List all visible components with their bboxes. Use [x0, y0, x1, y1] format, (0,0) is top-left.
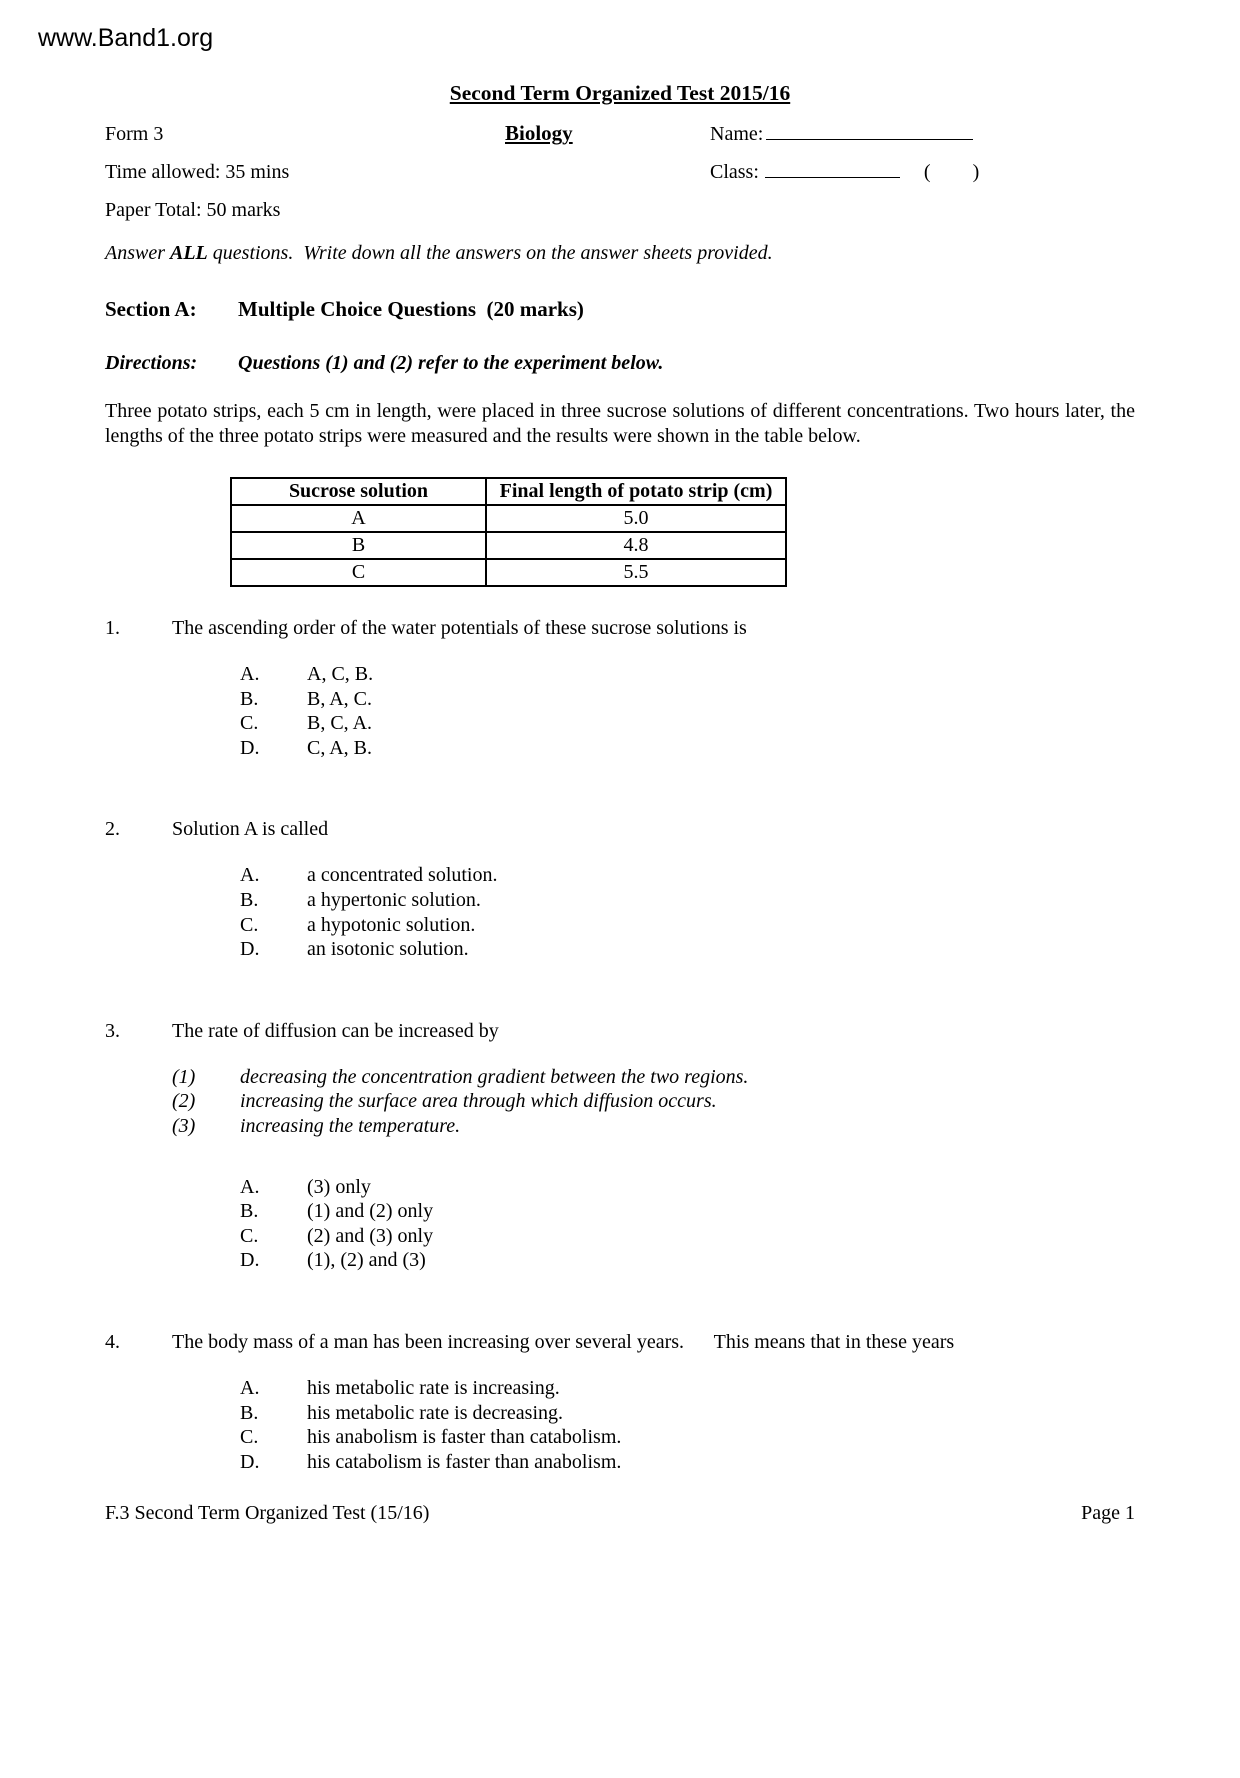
option-row: [240, 1175, 1135, 1200]
statement-text: decreasing the concentration gradient between the two regions.: [240, 1065, 749, 1088]
option-text: his metabolic rate is increasing.: [307, 1376, 560, 1399]
form-label: Form 3: [105, 123, 164, 145]
option-row: [240, 913, 1135, 938]
option-text: A, C, B.: [307, 663, 374, 685]
class-blank-line: [765, 162, 900, 178]
table-cell-solution: B: [231, 532, 486, 559]
option-row: [240, 863, 1135, 888]
question-2-options: [240, 863, 1135, 961]
statement-marker: (2): [172, 1090, 196, 1113]
subject-label: Biology: [505, 121, 573, 145]
table-row: [231, 559, 786, 586]
option-letter: C.: [240, 712, 259, 735]
option-letter: C.: [240, 913, 259, 936]
question-text: The rate of diffusion can be increased by: [172, 1019, 499, 1042]
directions-text: Questions (1) and (2) refer to the experiment below.: [238, 352, 664, 374]
option-text: (1) and (2) only: [307, 1200, 434, 1223]
meta-row-1: [105, 121, 1135, 146]
question-1-options: [240, 662, 1135, 760]
option-letter: D.: [240, 1450, 260, 1473]
section-a-title: Multiple Choice Questions (20 marks): [238, 297, 584, 321]
exam-meta: [105, 121, 1135, 222]
question-4-options: [240, 1376, 1135, 1474]
option-row: [240, 1401, 1135, 1426]
option-letter: C.: [240, 1426, 259, 1449]
option-row: [240, 888, 1135, 913]
option-text: C, A, B.: [307, 736, 373, 759]
question-1: [105, 617, 1135, 760]
exam-title: [105, 81, 1135, 106]
question-text: The ascending order of the water potentials of these sucrose solutions is: [172, 617, 747, 639]
table-cell-solution: C: [231, 559, 486, 586]
class-paren-open: (: [923, 161, 931, 183]
option-row: [240, 1224, 1135, 1249]
footer-page-number: Page 1: [1081, 1502, 1135, 1524]
instructions-prefix: Answer: [105, 242, 170, 264]
class-label: Class:: [710, 161, 759, 183]
option-text: (3) only: [307, 1175, 371, 1198]
statement-row: [172, 1114, 1135, 1139]
table-cell-solution: A: [231, 505, 486, 532]
statement-marker: (1): [172, 1065, 196, 1088]
section-a-label: Section A:: [105, 297, 197, 321]
option-letter: D.: [240, 938, 260, 961]
directions-label: Directions:: [105, 352, 198, 374]
option-text: his metabolic rate is decreasing.: [307, 1401, 564, 1424]
option-row: [240, 1248, 1135, 1273]
statement-text: increasing the temperature.: [240, 1114, 461, 1137]
option-letter: B.: [240, 888, 259, 911]
site-watermark: www.Band1.org: [38, 24, 214, 52]
instructions-suffix: questions. Write down all the answers on the answer sheets provided.: [207, 242, 773, 264]
option-letter: D.: [240, 736, 260, 759]
statement-text: increasing the surface area through which diffusion occurs.: [240, 1090, 717, 1113]
question-number: 4.: [105, 1330, 120, 1353]
option-row: [240, 736, 1135, 761]
statement-marker: (3): [172, 1114, 196, 1137]
class-cell: [710, 161, 1135, 184]
question-text: The body mass of a man has been increasing over several years. This means that in these years: [172, 1330, 955, 1353]
option-text: his catabolism is faster than anabolism.: [307, 1450, 622, 1473]
option-text: an isotonic solution.: [307, 938, 469, 961]
option-text: a concentrated solution.: [307, 864, 498, 887]
experiment-intro-paragraph: Three potato strips, each 5 cm in length, were placed in three sucrose solutions of different concentrations. Two hours later, the lengths of the three potato strips were measured and the results were shown in the table below.: [105, 400, 1135, 447]
name-blank-line: [766, 124, 973, 140]
option-row: [240, 1450, 1135, 1475]
option-text: a hypotonic solution.: [307, 913, 476, 936]
option-text: (2) and (3) only: [307, 1224, 434, 1247]
option-letter: A.: [240, 1175, 260, 1198]
option-row: [240, 937, 1135, 962]
option-letter: B.: [240, 687, 259, 710]
question-number: 2.: [105, 818, 120, 841]
option-letter: D.: [240, 1249, 260, 1272]
question-text: Solution A is called: [172, 818, 329, 841]
option-letter: A.: [240, 1376, 260, 1399]
footer-test-name: F.3 Second Term Organized Test (15/16): [105, 1502, 430, 1524]
question-3-options: [240, 1175, 1135, 1273]
table-cell-length: 4.8: [486, 532, 786, 559]
option-letter: B.: [240, 1200, 259, 1223]
option-text: his anabolism is faster than catabolism.: [307, 1426, 622, 1449]
option-letter: A.: [240, 663, 260, 685]
option-text: B, C, A.: [307, 712, 373, 735]
option-text: B, A, C.: [307, 687, 373, 710]
page-footer: [105, 1502, 1135, 1525]
table-header-sucrose: Sucrose solution: [231, 478, 486, 505]
table-row: [231, 532, 786, 559]
time-allowed-label: Time allowed: 35 mins: [105, 161, 290, 183]
option-row: [240, 1199, 1135, 1224]
instructions-bold: ALL: [170, 242, 208, 264]
statement-row: [172, 1089, 1135, 1114]
question-3: [105, 1020, 1135, 1273]
table-header-row: [231, 478, 786, 505]
directions-line: [105, 352, 1135, 375]
option-text: a hypertonic solution.: [307, 888, 481, 911]
option-text: (1), (2) and (3): [307, 1249, 426, 1272]
table-cell-length: 5.0: [486, 505, 786, 532]
table-row: [231, 505, 786, 532]
general-instructions: [105, 242, 1135, 265]
option-row: [240, 1376, 1135, 1401]
section-a-heading: [105, 297, 1135, 322]
exam-title-text: Second Term Organized Test 2015/16: [449, 81, 791, 105]
option-row: [240, 662, 1135, 687]
exam-page: [0, 81, 1240, 1474]
statement-row: [172, 1065, 1135, 1090]
question-number: 1.: [105, 617, 120, 639]
question-3-statements: [172, 1065, 1135, 1139]
question-number: 3.: [105, 1019, 120, 1042]
table-cell-length: 5.5: [486, 559, 786, 586]
meta-row-2: [105, 161, 1135, 184]
option-letter: C.: [240, 1224, 259, 1247]
table-header-length: Final length of potato strip (cm): [486, 478, 786, 505]
results-table: [230, 477, 787, 587]
option-row: [240, 687, 1135, 712]
option-row: [240, 711, 1135, 736]
name-label: Name:: [710, 123, 764, 145]
name-cell: [710, 123, 1135, 146]
option-row: [240, 1425, 1135, 1450]
class-paren-close: ): [972, 161, 980, 183]
paper-total-label: Paper Total: 50 marks: [105, 199, 281, 221]
option-letter: B.: [240, 1401, 259, 1424]
meta-row-3: [105, 199, 1135, 222]
question-4: [105, 1331, 1135, 1474]
question-2: [105, 818, 1135, 961]
subject-cell: [505, 121, 710, 146]
option-letter: A.: [240, 864, 260, 887]
